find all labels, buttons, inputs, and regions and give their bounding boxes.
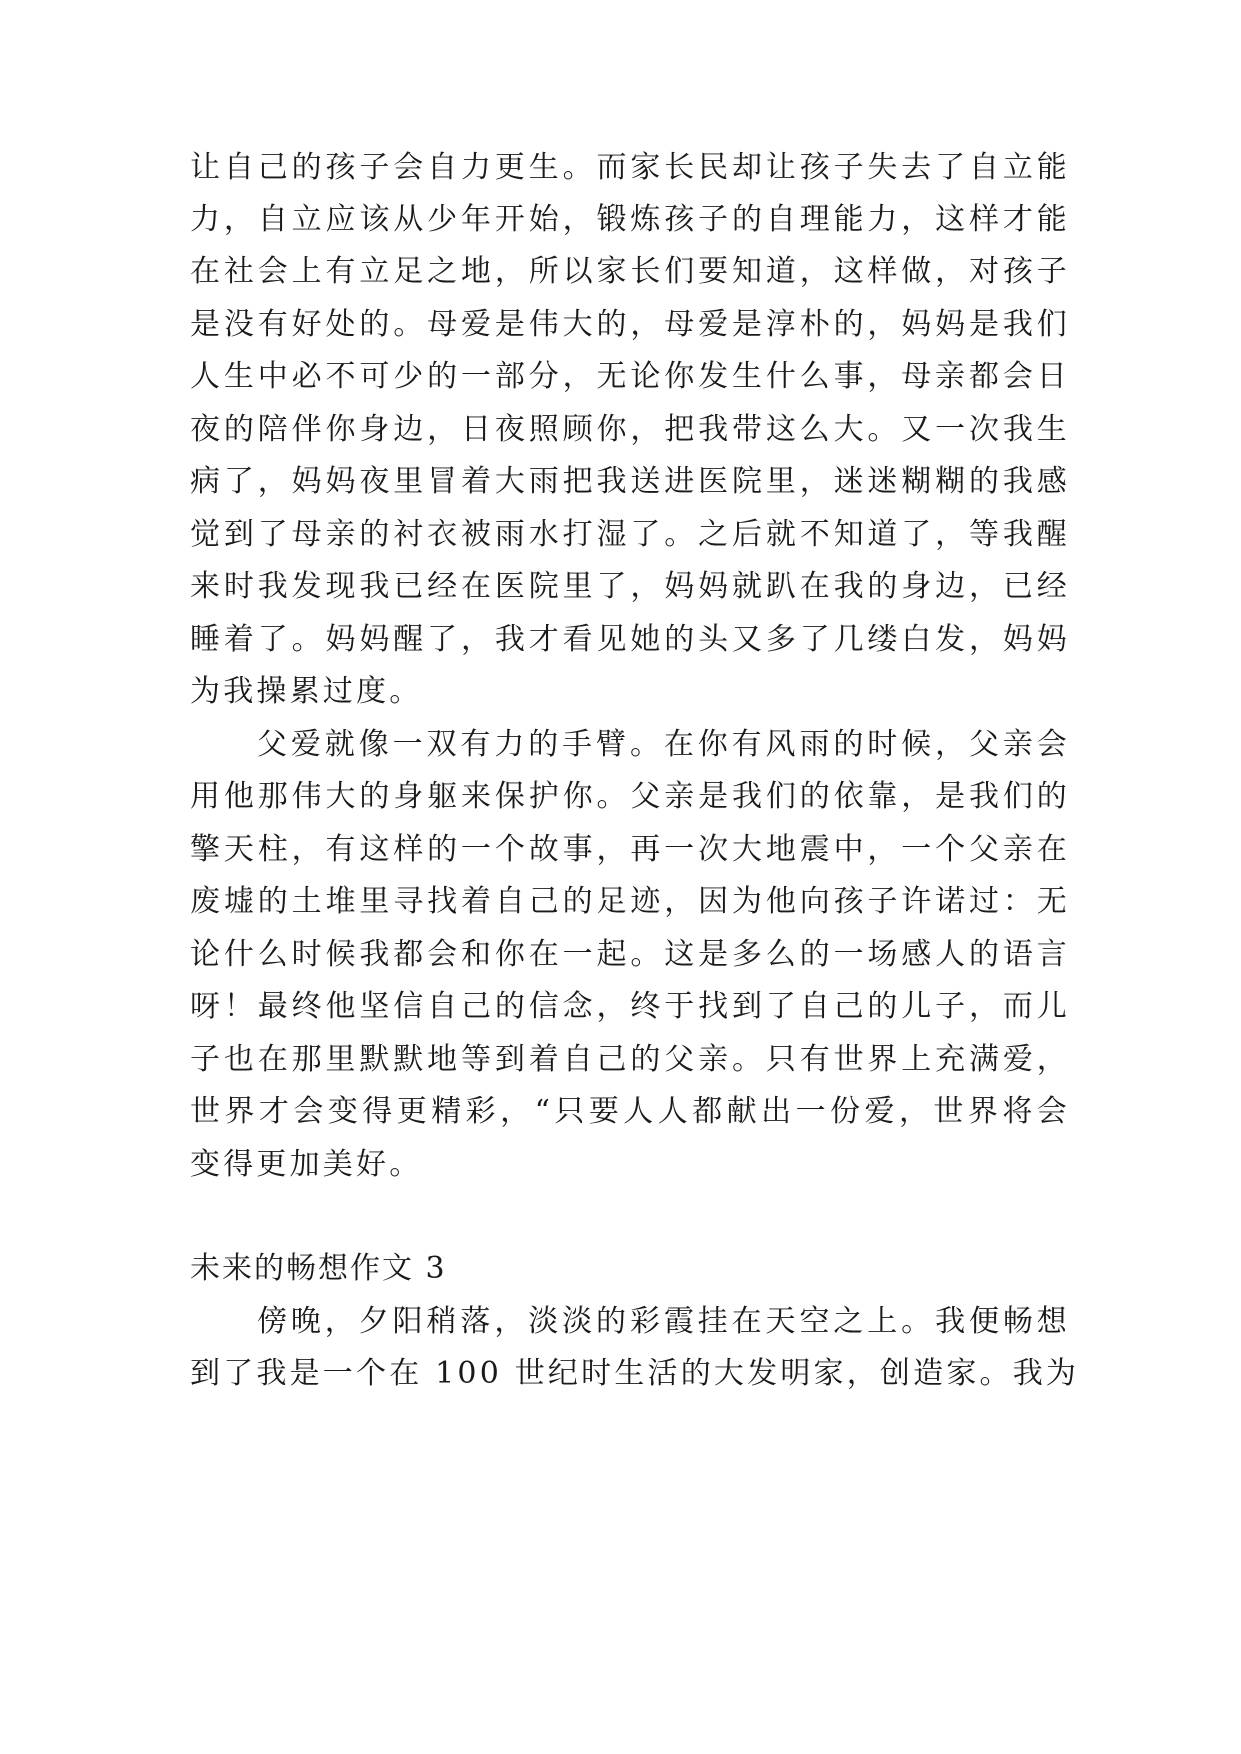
text-line: 父爱就像一双有力的手臂。在你有风雨的时候，父亲会 <box>257 727 1070 762</box>
text-line: 用他那伟大的身躯来保护你。父亲是我们的依靠，是我们的 <box>190 779 1070 814</box>
text-line: 变得更加美好。 <box>190 1147 423 1182</box>
text-line: 觉到了母亲的衬衣被雨水打湿了。之后就不知道了，等我醒 <box>190 517 1070 552</box>
text-line: 夜的陪伴你身边，日夜照顾你，把我带这么大。又一次我生 <box>190 412 1070 447</box>
text-line: 在社会上有立足之地，所以家长们要知道，这样做，对孩子 <box>190 254 1070 289</box>
text-line: 力，自立应该从少年开始，锻炼孩子的自理能力，这样才能 <box>190 202 1070 237</box>
text-line: 病了，妈妈夜里冒着大雨把我送进医院里，迷迷糊糊的我感 <box>190 464 1070 499</box>
text-line: 擎天柱，有这样的一个故事，再一次大地震中，一个父亲在 <box>190 832 1070 867</box>
text-line: 论什么时候我都会和你在一起。这是多么的一场感人的语言 <box>190 937 1070 972</box>
text-line: 人生中必不可少的一部分，无论你发生什么事，母亲都会日 <box>190 359 1070 394</box>
text-line: 子也在那里默默地等到着自己的父亲。只有世界上充满爱， <box>190 1042 1070 1077</box>
text-line: 世界才会变得更精彩，“只要人人都献出一份爱，世界将会 <box>190 1094 1070 1129</box>
text-line: 是没有好处的。母爱是伟大的，母爱是淳朴的，妈妈是我们 <box>190 307 1070 342</box>
text-line: 为我操累过度。 <box>190 674 423 709</box>
text-line: 睡着了。妈妈醒了，我才看见她的头又多了几缕白发，妈妈 <box>190 622 1070 657</box>
text-line: 到了我是一个在 100 世纪时生活的大发明家，创造家。我为 <box>190 1356 1080 1391</box>
text-line: 傍晚，夕阳稍落，淡淡的彩霞挂在天空之上。我便畅想 <box>257 1304 1070 1339</box>
text-line: 让自己的孩子会自力更生。而家长民却让孩子失去了自立能 <box>190 150 1070 185</box>
text-line: 呀！最终他坚信自己的信念，终于找到了自己的儿子，而儿 <box>190 989 1070 1024</box>
section-heading: 未来的畅想作文 3 <box>190 1251 447 1286</box>
text-line: 来时我发现我已经在医院里了，妈妈就趴在我的身边，已经 <box>190 569 1070 604</box>
text-line: 废墟的土堆里寻找着自己的足迹，因为他向孩子许诺过：无 <box>190 884 1070 919</box>
